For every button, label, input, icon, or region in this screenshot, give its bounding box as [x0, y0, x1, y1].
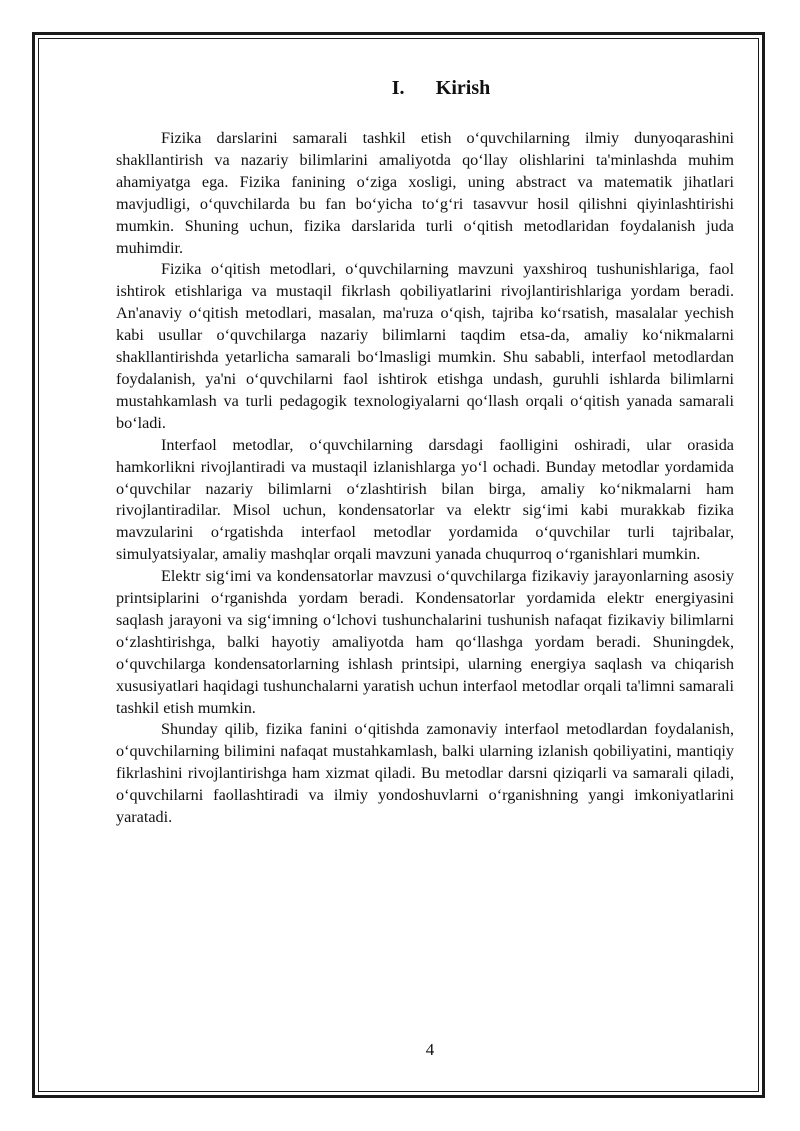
document-body	[116, 74, 734, 829]
paragraph-3: Interfaol metodlar, o‘quvchilarning darsdagi faolligini oshiradi, ular orasida hamkorlikni rivojlantiradi va mustaqil izlanishlarga yo‘l ochadi. Bunday metodlar yordamida o‘quvchilar nazariy bilimlarni o‘zlashtirish bilan birga, amaliy ko‘nikmalarni ham rivojlantiradilar. Misol uchun, kondensatorlar va elektr sig‘imi kabi murakkab fizika mavzularini o‘rgatishda interfaol metodlar yordamida o‘quvchilar turli tajribalar, simulyatsiyalar, amaliy mashqlar orqali mavzuni yanada chuqurroq o‘rganishlari mumkin.	[116, 435, 734, 564]
paragraph-5: Shunday qilib, fizika fanini o‘qitishda zamonaviy interfaol metodlardan foydalanish, o‘quvchilarning bilimini nafaqat mustahkamlash, balki ularning izlanish qobiliyatini, mantiqiy fikrlashini rivojlantirishga ham xizmat qiladi. Bu metodlar darsni qiziqarli va samarali qiladi, o‘quvchilarni faollashtiradi va ilmiy yondoshuvlarni o‘rganishning yangi imkoniyatlarini yaratadi.	[116, 720, 734, 827]
paragraph-1: Fizika darslarini samarali tashkil etish o‘quvchilarning ilmiy dunyoqarashini shakllantirish va nazariy bilimlarini amaliyotda qo‘llay olishlarini ta'minlashda muhim ahamiyatga ega. Fizika fanining o‘ziga xosligi, uning abstract va matematik jihatlari mavjudligi, o‘quvchilarda bu fan bo‘yicha to‘g‘ri tasavvur hosil qilishni qiyinlashtirishi mumkin. Shuning uchun, fizika darslarida turli o‘qitish metodlaridan foydalanish juda muhimdir.	[116, 129, 734, 257]
page-number: 4	[425, 1040, 435, 1059]
paragraph-4: Elektr sig‘imi va kondensatorlar mavzusi o‘quvchilarga fizikaviy jarayonlarning asosiy printsiplarini o‘rganishda yordam beradi. Kondensatorlar yordamida elektr energiyasini saqlash jarayoni va sig‘imning o‘lchovi tushunchalarini tushunish nafaqat fizikaviy bilimlarni o‘zlashtirishga, balki hayotiy amaliyotda ham qo‘llashga yordam beradi. Shuningdek, o‘quvchilarga kondensatorlarning ishlash printsipi, ularning energiya saqlash va chiqarish xususiyatlari haqidagi tushunchalarni yaratish uchun interfaol metodlar orqali ta'limni samarali tashkil etish mumkin.	[116, 567, 734, 717]
section-heading	[116, 74, 734, 102]
paragraph-2: Fizika o‘qitish metodlari, o‘quvchilarning mavzuni yaxshiroq tushunishlariga, faol ishtirok etishlariga va mustaqil fikrlash qobiliyatlarini rivojlantirishlariga yordam beradi. An'anaviy o‘qitish metodlari, masalan, ma'ruza o‘qish, tajriba ko‘rsatish, masalalar yechish kabi usullar o‘quvchilarga nazariy bilimlarni taqdim etsa-da, amaliy ko‘nikmalarni shakllantirishda yetarlicha samarali bo‘lmasligi mumkin. Shu sababli, interfaol metodlardan foydalanish, ya'ni o‘quvchilarni faol ishtirok etishga undash, guruhli ishlarda bilimlarni mustahkamlash va turli pedagogik texnologiyalarni qo‘llash orqali o‘qitish yanada samarali bo‘ladi.	[116, 260, 734, 432]
section-number: I.	[391, 77, 405, 99]
section-title: Kirish	[435, 77, 491, 99]
